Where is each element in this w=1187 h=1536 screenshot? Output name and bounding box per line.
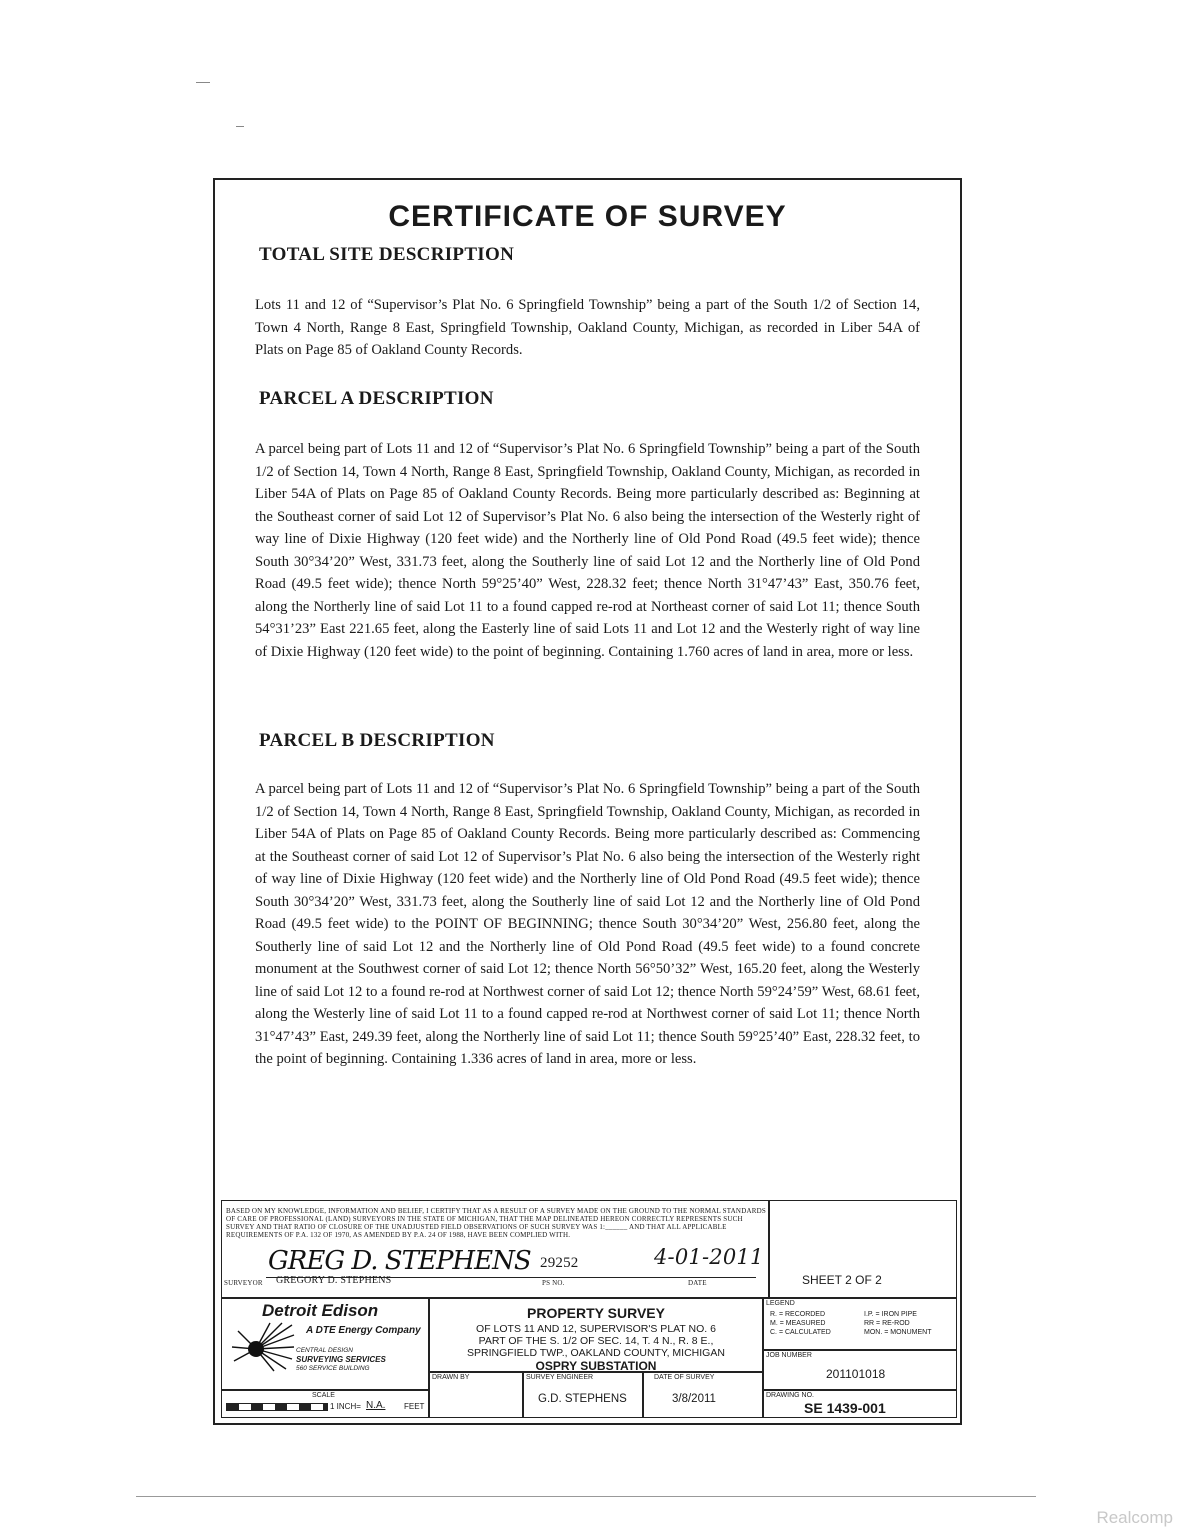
parcel-a-text: A parcel being part of Lots 11 and 12 of “Supervisor’s Plat No. 6 Springfield Township” being a part of the South 1/2 of Section 14, Town 4 North, Range 8 East, Springfield Township, Oakland County, Michigan, as recorded in Liber 54A of Plats on Page 85 of Oakland County Records. Being more particularly described as: Beginning at the Southeast corner of said Lot 12 of Supervisor’s Plat No. 6 also being the intersection of the Westerly right of way line of Dixie Highway (120 feet wide) and the Northerly line of Old Pond Road (49.5 feet wide); thence South 30°34’20” West, 331.73 feet, along the Southerly line of said Lot 12 and the Northerly line of Old Pond Road (49.5 feet wide); thence North 59°25’40” West, 228.32 feet; thence North 31°47’43” East, 350.76 feet, along the Northerly line of said Lot 11 to a found capped re-rod at Northeast corner of said Lot 11; thence South 54°31’23” East 221.65 feet, along the Easterly line of said Lots 11 and Lot 12 and the Westerly right of way line of Dixie Highway (120 feet wide) to the point of beginning. Containing 1.760 acres of land in area, more or less. xyxy=(255,441,920,660)
drawn-by-box xyxy=(429,1372,523,1418)
company-name: Detroit Edison xyxy=(262,1301,379,1320)
legend-measured: M. = MEASURED xyxy=(770,1320,826,1327)
legend-re-rod: RR = RE-ROD xyxy=(864,1320,910,1327)
property-title: PROPERTY SURVEY xyxy=(527,1305,665,1321)
date-label: DATE xyxy=(688,1279,707,1287)
property-line-3: SPRINGFIELD TWP., OAKLAND COUNTY, MICHIGAN xyxy=(467,1347,725,1359)
legend-calculated: C. = CALCULATED xyxy=(770,1329,831,1336)
ps-label: PS NO. xyxy=(542,1279,565,1287)
drawing-number-box xyxy=(763,1390,957,1418)
signature-date: 4-01-2011 xyxy=(654,1245,764,1269)
job-number-box xyxy=(763,1350,957,1390)
substation-name: OSPRY SUBSTATION xyxy=(535,1359,657,1373)
job-number-label: JOB NUMBER xyxy=(766,1352,812,1359)
sheet-number: SHEET 2 OF 2 xyxy=(802,1273,882,1287)
total-site-text: Lots 11 and 12 of “Supervisor’s Plat No. 6 Springfield Township” being a part of the South 1/2 of Section 14, Town 4 North, Range 8 East, Springfield Township, Oakland County, Michigan, as recorded in Liber 54A of Plats on Page 85 of Oakland County Records. xyxy=(255,297,920,358)
scan-mark xyxy=(136,1496,1036,1497)
parcel-b-heading: PARCEL B DESCRIPTION xyxy=(259,730,495,751)
surveyor-label: SURVEYOR xyxy=(224,1279,263,1287)
drawn-by-label: DRAWN BY xyxy=(432,1374,470,1381)
legend-box xyxy=(763,1298,957,1350)
company-dept-1: CENTRAL DESIGN xyxy=(296,1347,353,1354)
surveyor-name: GREGORY D. STEPHENS xyxy=(276,1275,392,1286)
parcel-a-heading: PARCEL A DESCRIPTION xyxy=(259,388,494,409)
scan-mark xyxy=(196,82,210,83)
legend-label: LEGEND xyxy=(766,1300,795,1307)
survey-engineer-label: SURVEY ENGINEER xyxy=(526,1374,594,1381)
total-site-heading: TOTAL SITE DESCRIPTION xyxy=(259,244,515,265)
company-dept-3: 560 SERVICE BUILDING xyxy=(296,1365,370,1372)
scale-text: 1 INCH= xyxy=(330,1402,361,1411)
scale-value: N.A. xyxy=(366,1400,386,1411)
certificate-frame xyxy=(213,178,962,1425)
legend-iron-pipe: I.P. = IRON PIPE xyxy=(864,1311,917,1318)
survey-engineer-value: G.D. STEPHENS xyxy=(538,1393,627,1405)
property-line-1: OF LOTS 11 AND 12, SUPERVISOR'S PLAT NO. 6 xyxy=(476,1323,716,1335)
date-of-survey-label: DATE OF SURVEY xyxy=(654,1374,715,1381)
parcel-b-text: A parcel being part of Lots 11 and 12 of “Supervisor’s Plat No. 6 Springfield Township” being a part of the South 1/2 of Section 14, Town 4 North, Range 8 East, Springfield Township, Oakland County, Michigan, as recorded in Liber 54A of Plats on Page 85 of Oakland County Records. Being more particularly described as: Commencing at the Southeast corner of said Lot 12 of Supervisor’s Plat No. 6 also being the intersection of the Westerly right of way line of Dixie Highway (120 feet wide) and the Northerly line of Old Pond Road (49.5 feet wide); thence South 30°34’20” West, 331.73 feet, along the Southerly line of said Lot 12 and the Northerly line of Old Pond Road (49.5 feet wide) to the POINT OF BEGINNING; thence South 30°34’20” West, 256.80 feet, along the Southerly line of said Lot 12 and the Northerly line of Old Pond Road (49.5 feet wide) to a found concrete monument at the Southwest corner of said Lot 12; thence North 56°50’32” West, 165.20 feet, along the Westerly line of said Lot 12 to a found re-rod at Northwest corner of said Lot 12; thence North 59°24’59” West, 68.61 feet, along the Westerly line of said Lot 11 to a found capped re-rod at Northwest corner of said Lot 11; thence North 31°47’43” East, 249.39 feet, along the Northerly line of said Lot 11; thence South 59°25’40” East, 228.32 feet, to the point of beginning. Containing 1.336 acres of land in area, more or less. xyxy=(255,781,920,1067)
legend-monument: MON. = MONUMENT xyxy=(864,1329,932,1336)
certification-text: BASED ON MY KNOWLEDGE, INFORMATION AND BELIEF, I CERTIFY THAT AS A RESULT OF A SURVEY MADE ON THE GROUND TO THE NORMAL STANDARDS OF CARE OF PROFESSIONAL (LAND) SURVEYORS IN THE STATE OF MICHIGAN, THAT THE MAP DELINEATED HEREON CORRECTLY REPRESENTS SUCH SURVEY AND THAT RATIO OF CLOSURE OF THE UNADJUSTED FIELD OBSERVATIONS OF SUCH SURVEY WAS 1:______ AND THAT ALL APPLICABLE REQUIREMENTS OF P.A. 132 OF 1970, AS AMENDED BY P.A. 24 OF 1988, HAVE BEEN COMPLIED WITH. xyxy=(226,1207,766,1239)
document-title: CERTIFICATE OF SURVEY xyxy=(388,200,787,233)
sun-burst-logo-icon xyxy=(226,1321,296,1373)
surveyor-certification xyxy=(221,1200,769,1298)
surveyor-signature: GREG D. STEPHENS xyxy=(268,1246,531,1276)
realcomp-watermark: Realcomp xyxy=(1096,1508,1173,1527)
scan-mark xyxy=(236,126,244,127)
company-box xyxy=(221,1298,429,1390)
property-line-2: PART OF THE S. 1/2 OF SEC. 14, T. 4 N., R. 8 E., xyxy=(478,1335,714,1347)
scale-bar xyxy=(226,1403,328,1411)
drawing-number-label: DRAWING NO. xyxy=(766,1392,814,1399)
sheet-number-cell xyxy=(769,1200,957,1298)
signature-line xyxy=(266,1277,756,1278)
scale-unit: FEET xyxy=(404,1402,425,1411)
property-survey-box xyxy=(429,1298,763,1372)
date-of-survey-box xyxy=(643,1372,763,1418)
survey-engineer-box xyxy=(523,1372,643,1418)
legend-recorded: R. = RECORDED xyxy=(770,1311,826,1318)
drawing-number: SE 1439-001 xyxy=(804,1400,886,1416)
company-tagline: A DTE Energy Company xyxy=(306,1325,421,1336)
company-dept-2: SURVEYING SERVICES xyxy=(296,1355,386,1364)
ps-number: 29252 xyxy=(540,1255,579,1271)
date-of-survey-value: 3/8/2011 xyxy=(672,1393,716,1405)
job-number: 201101018 xyxy=(826,1367,886,1381)
signature-row xyxy=(222,1245,768,1289)
scale-label: SCALE xyxy=(312,1392,335,1399)
scale-box xyxy=(221,1390,429,1418)
